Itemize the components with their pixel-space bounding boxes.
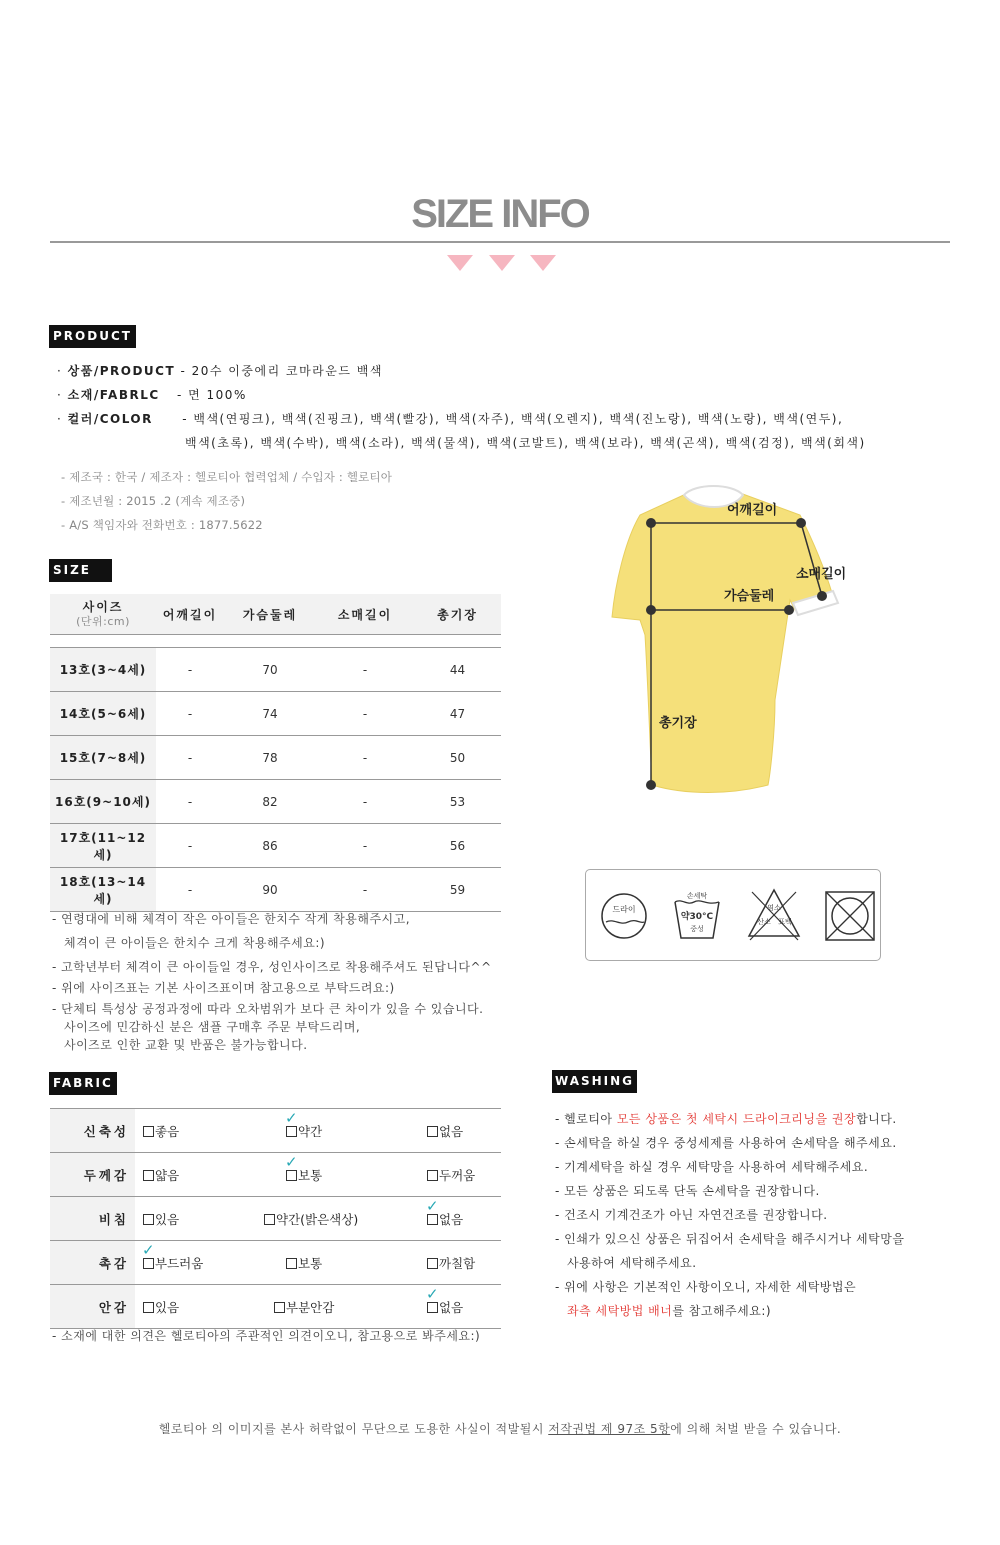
washing-text: - 헬로티아 — [555, 1112, 617, 1126]
product-fabric-label: 소재/FABRLC — [67, 388, 160, 402]
option-label: 없음 — [439, 1123, 464, 1139]
length-value: 47 — [414, 692, 501, 736]
shoulder-value: - — [156, 868, 224, 912]
size-table-header — [50, 594, 501, 635]
size-note: 사이즈에 민감하신 분은 샘플 구매후 주문 부탁드리며, — [64, 1020, 361, 1034]
chest-label: 가슴둘레 — [724, 589, 775, 604]
sleeve-label: 소매길이 — [796, 567, 847, 582]
fabric-option-selected — [285, 1108, 323, 1140]
copyright-footer — [0, 1420, 1000, 1437]
no-tumble-dry-icon — [824, 890, 876, 942]
fabric-note: - 소재에 대한 의견은 헬로티아의 주관적인 의견이오니, 참고용으로 봐주세요:) — [52, 1329, 481, 1343]
chest-value: 70 — [224, 648, 316, 692]
fabric-row — [50, 1109, 501, 1153]
checkmark-icon: ✓ — [285, 1108, 298, 1127]
fabric-row — [50, 1153, 501, 1197]
washing-line: - 모든 상품은 되도록 단독 손세탁을 권장합니다. — [555, 1184, 820, 1198]
bleach-label: 표백 — [778, 918, 792, 926]
product-color-row: · 컬러/COLOR - 백색(연핑크), 백색(진핑크), 백색(빨강), 백색(자주), 백색(오렌지), 백색(진노랑), 백색(노랑), 백색(연두), — [57, 412, 844, 426]
title-divider — [50, 241, 950, 243]
checkbox — [143, 1126, 154, 1137]
product-name-label: 상품/PRODUCT — [67, 364, 176, 378]
table-row — [50, 780, 501, 824]
footer-law-link: 저작권법 제 97조 5항 — [548, 1422, 671, 1436]
fabric-option-selected — [426, 1284, 464, 1316]
chest-value: 86 — [224, 824, 316, 868]
pink-arrow-icon — [530, 255, 556, 271]
size-header-cell — [50, 594, 156, 635]
size-table — [50, 594, 501, 912]
tshirt-shape — [612, 493, 832, 793]
length-label: 총기장 — [659, 716, 697, 731]
fabric-option — [264, 1210, 358, 1228]
chest-value: 78 — [224, 736, 316, 780]
washing-line: - 인쇄가 있으신 상품은 뒤집어서 손세탁을 해주시거나 세탁망을 — [555, 1232, 905, 1246]
fabric-row-label: 촉감 — [50, 1241, 135, 1285]
washing-tag — [552, 1070, 637, 1093]
table-row — [50, 824, 501, 868]
chest-value: 90 — [224, 868, 316, 912]
option-label: 보통 — [298, 1167, 323, 1183]
size-note: - 고학년부터 체격이 큰 아이들일 경우, 성인사이즈로 착용해주셔도 된답니다^^ — [52, 960, 492, 974]
page-title: SIZE INFO — [411, 192, 589, 236]
washing-text: 합니다. — [856, 1112, 897, 1126]
size-label: 13호(3~4세) — [50, 648, 156, 692]
shoulder-value: - — [156, 648, 224, 692]
measure-point — [784, 605, 794, 615]
length-value: 59 — [414, 868, 501, 912]
washing-tag-label: WASHING — [555, 1074, 635, 1088]
hand-wash-label: 손세탁 — [686, 892, 708, 900]
checkbox — [143, 1258, 154, 1269]
sleeve-value: - — [316, 648, 414, 692]
size-unit: (단위:cm) — [76, 614, 130, 628]
fabric-option — [427, 1166, 475, 1184]
option-label: 보통 — [298, 1255, 323, 1271]
product-tag: PRODUCT — [49, 325, 136, 348]
fabric-row — [50, 1285, 501, 1329]
option-label: 없음 — [439, 1299, 464, 1315]
fabric-table — [50, 1108, 501, 1329]
checkbox — [286, 1258, 297, 1269]
checkbox — [427, 1258, 438, 1269]
fabric-row-label: 안감 — [50, 1285, 135, 1329]
sleeve-value: - — [316, 692, 414, 736]
option-label: 까칠함 — [439, 1255, 476, 1271]
measure-point — [646, 605, 656, 615]
wash-temp-label: 약30°C — [680, 912, 714, 922]
checkbox — [286, 1170, 297, 1181]
fabric-option — [143, 1210, 179, 1228]
chlorine-label: 염소 — [767, 904, 781, 912]
checkbox — [427, 1126, 438, 1137]
table-row — [50, 648, 501, 692]
fabric-option — [286, 1254, 322, 1272]
fabric-row-label: 신축성 — [50, 1109, 135, 1153]
checkmark-icon: ✓ — [142, 1240, 155, 1259]
shoulder-value: - — [156, 692, 224, 736]
checkbox — [264, 1214, 275, 1225]
dry-clean-icon — [598, 890, 650, 942]
manufacturer-note: - 제조국 : 한국 / 제조자 : 헬로티아 협력업체 / 수입자 : 헬로티아 — [61, 470, 393, 484]
washing-line — [555, 1110, 897, 1127]
pink-arrow-icon — [447, 255, 473, 271]
shoulder-value: - — [156, 824, 224, 868]
length-header: 총기장 — [414, 594, 501, 635]
fabric-option-selected — [426, 1196, 464, 1228]
product-color-value-2: 백색(초록), 백색(수박), 백색(소라), 백색(물색), 백색(코발트), 백색(보라), 백색(곤색), 백색(검정), 백색(회색) — [185, 436, 866, 450]
washing-line: 사용하여 세탁해주세요. — [567, 1256, 697, 1270]
checkmark-icon: ✓ — [426, 1196, 439, 1215]
option-label: 없음 — [439, 1211, 464, 1227]
table-row — [50, 736, 501, 780]
size-note: - 위에 사이즈표는 기본 사이즈표이며 참고용으로 부탁드려요:) — [52, 981, 395, 995]
checkbox — [143, 1214, 154, 1225]
as-contact-note: - A/S 책임자와 전화번호 : 1877.5622 — [61, 518, 263, 532]
checkbox — [143, 1170, 154, 1181]
size-label: 17호(11~12세) — [50, 824, 156, 868]
size-note: 사이즈로 인한 교환 및 반품은 불가능합니다. — [64, 1038, 308, 1052]
option-label: 약간 — [298, 1123, 323, 1139]
product-fabric-row: · 소재/FABRLC - 면 100% — [57, 388, 247, 402]
fabric-option — [143, 1298, 179, 1316]
washing-line: - 건조시 기계건조가 아닌 자연건조를 권장합니다. — [555, 1208, 828, 1222]
hand-wash-icon — [672, 888, 722, 944]
fabric-tag: FABRIC — [49, 1072, 117, 1095]
neutral-label: 중성 — [690, 925, 704, 933]
chest-value: 74 — [224, 692, 316, 736]
size-label: 16호(9~10세) — [50, 780, 156, 824]
tshirt-diagram — [600, 485, 860, 805]
checkbox — [427, 1170, 438, 1181]
shoulder-value: - — [156, 736, 224, 780]
shoulder-header: 어깨길이 — [156, 594, 224, 635]
fabric-option — [143, 1122, 179, 1140]
checkbox — [427, 1302, 438, 1313]
checkmark-icon: ✓ — [426, 1284, 439, 1303]
chest-value: 82 — [224, 780, 316, 824]
length-value: 50 — [414, 736, 501, 780]
fabric-option-selected — [142, 1240, 204, 1272]
table-row — [50, 692, 501, 736]
option-label: 두꺼움 — [439, 1167, 476, 1183]
oxygen-label: 산소 — [757, 918, 771, 926]
sleeve-value: - — [316, 780, 414, 824]
chest-header: 가슴둘레 — [224, 594, 316, 635]
size-note: 체격이 큰 아이들은 한치수 크게 착용해주세요:) — [64, 936, 326, 950]
product-color-label: 컬러/COLOR — [67, 412, 153, 426]
checkbox — [286, 1126, 297, 1137]
size-label: 18호(13~14세) — [50, 868, 156, 912]
pink-arrow-icon — [489, 255, 515, 271]
size-label: 15호(7~8세) — [50, 736, 156, 780]
measure-point — [796, 518, 806, 528]
length-value: 56 — [414, 824, 501, 868]
washing-highlight: 좌측 세탁방법 배너 — [567, 1304, 673, 1318]
option-label: 좋음 — [155, 1123, 180, 1139]
size-tag: SIZE — [49, 559, 112, 582]
washing-highlight: 모든 상품은 첫 세탁시 드라이크리닝을 권장 — [616, 1112, 857, 1126]
size-note: - 연령대에 비해 체격이 작은 아이들은 한치수 작게 착용해주시고, — [52, 912, 411, 926]
washing-text: 를 참고해주세요:) — [672, 1304, 772, 1318]
fabric-row-label: 비침 — [50, 1197, 135, 1241]
size-header-label: 사이즈 — [82, 599, 124, 614]
dry-clean-label: 드라이 — [612, 905, 636, 914]
washing-line: - 손세탁을 하실 경우 중성세제를 사용하여 손세탁을 해주세요. — [555, 1136, 897, 1150]
size-label: 14호(5~6세) — [50, 692, 156, 736]
option-label: 부드러움 — [155, 1255, 204, 1271]
measure-point — [817, 591, 827, 601]
care-icons-box — [585, 869, 881, 961]
washing-line: - 기계세탁을 하실 경우 세탁망을 사용하여 세탁해주세요. — [555, 1160, 869, 1174]
no-bleach-icon — [746, 886, 802, 942]
option-label: 얇음 — [155, 1167, 180, 1183]
fabric-option — [143, 1166, 179, 1184]
option-label: 있음 — [155, 1211, 180, 1227]
option-label: 약간(밝은색상) — [276, 1211, 359, 1227]
sleeve-header: 소매길이 — [316, 594, 414, 635]
measure-point — [646, 780, 656, 790]
product-name-row: · 상품/PRODUCT - 20수 이중에리 코마라운드 백색 — [57, 364, 383, 378]
measure-point — [646, 518, 656, 528]
sleeve-value: - — [316, 868, 414, 912]
footer-text: 에 의해 처벌 받을 수 있습니다. — [670, 1422, 842, 1436]
manufacture-date-note: - 제조년월 : 2015 .2 (계속 제조중) — [61, 494, 246, 508]
sleeve-value: - — [316, 824, 414, 868]
checkbox — [143, 1302, 154, 1313]
size-note: - 단체티 특성상 공정과정에 따라 오차범위가 보다 큰 차이가 있을 수 있습니다. — [52, 1002, 484, 1016]
product-name-value: - 20수 이중에리 코마라운드 백색 — [180, 364, 383, 378]
product-color-value-1: - 백색(연핑크), 백색(진핑크), 백색(빨강), 백색(자주), 백색(오렌지), 백색(진노랑), 백색(노랑), 백색(연두), — [182, 412, 844, 426]
fabric-option — [427, 1122, 463, 1140]
table-row — [50, 868, 501, 912]
washing-line — [567, 1302, 771, 1319]
shoulder-label: 어깨길이 — [727, 503, 778, 518]
footer-text: 헬로티아 의 이미지를 본사 허락없이 무단으로 도용한 사실이 적발될시 — [158, 1422, 549, 1436]
option-label: 부분안감 — [286, 1299, 335, 1315]
length-value: 53 — [414, 780, 501, 824]
fabric-row-label: 두께감 — [50, 1153, 135, 1197]
checkmark-icon: ✓ — [285, 1152, 298, 1171]
fabric-row — [50, 1197, 501, 1241]
washing-line: - 위에 사항은 기본적인 사항이오니, 자세한 세탁방법은 — [555, 1280, 857, 1294]
table-spacer — [50, 635, 501, 648]
checkbox — [427, 1214, 438, 1225]
fabric-option-selected — [285, 1152, 323, 1184]
option-label: 있음 — [155, 1299, 180, 1315]
checkbox — [274, 1302, 285, 1313]
product-fabric-value: - 면 100% — [176, 388, 247, 402]
fabric-option — [427, 1254, 475, 1272]
shoulder-value: - — [156, 780, 224, 824]
length-value: 44 — [414, 648, 501, 692]
fabric-option — [274, 1298, 334, 1316]
sleeve-value: - — [316, 736, 414, 780]
fabric-row — [50, 1241, 501, 1285]
